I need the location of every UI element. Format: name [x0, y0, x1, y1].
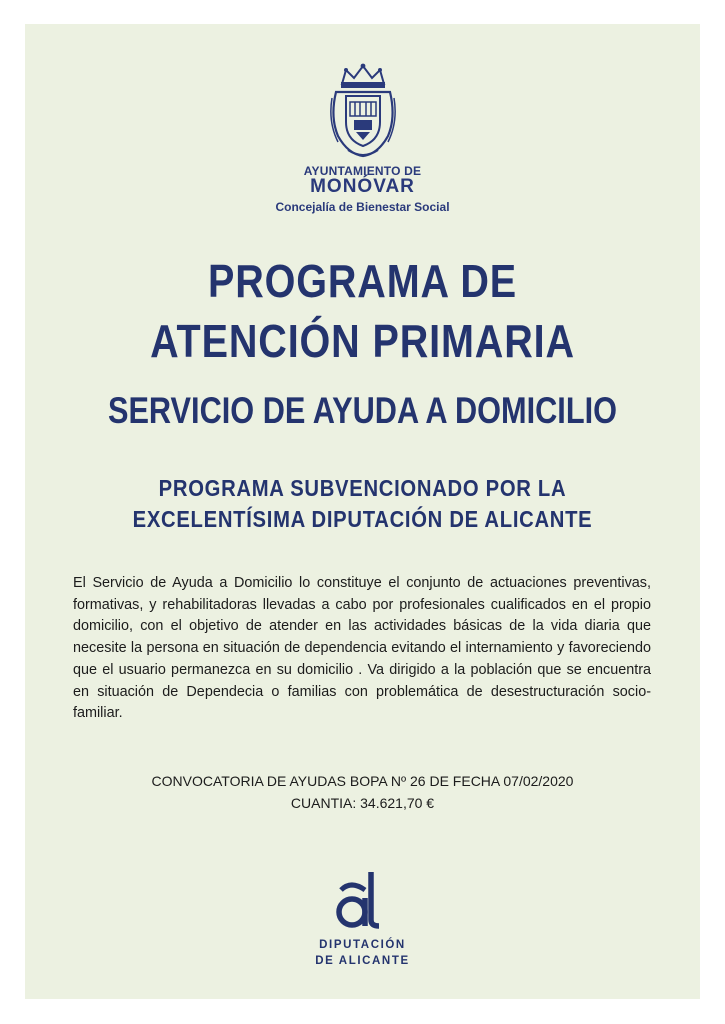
title-line-1: PROGRAMA DE [207, 255, 518, 307]
cuantia-line: CUANTIA: 34.621,70 € [290, 795, 435, 811]
ayuntamiento-label: AYUNTAMIENTO DE [303, 164, 422, 178]
diputacion-label-1: DIPUTACIÓN [319, 939, 406, 951]
subtitle-line-1: PROGRAMA SUBVENCIONADO POR LA [158, 475, 567, 501]
title-line-3: SERVICIO DE AYUDA A DOMICILIO [107, 390, 618, 431]
poster [25, 24, 700, 999]
department-name: Concejalía de Bienestar Social [275, 200, 450, 214]
diputacion-label-2: DE ALICANTE [315, 955, 410, 967]
title-line-2: ATENCIÓN PRIMARIA [150, 315, 575, 367]
diputacion-al-logo-icon [335, 868, 389, 930]
description-paragraph: El Servicio de Ayuda a Domicilio lo constituye el conjunto de actuaciones preventivas, formativas, y rehabilitadoras llevadas a cabo por profesionales cualificados en el propio domicilio, con el objetivo de atender en las actividades básicas de la vida diaria que necesite la persona en situación de dependencia evitando el internamiento y favoreciendo que el usuario permanezca en su domicilio . Va dirigido a la población que se encuentra en situación de Dependecia o familias con problemática de desestructuración socio-familiar. [73, 575, 651, 722]
town-name: MONÓVAR [310, 176, 415, 197]
monovar-coat-of-arms-icon [328, 62, 398, 160]
convocatoria-line: CONVOCATORIA DE AYUDAS BOPA Nº 26 DE FECHA 07/02/2020 [151, 773, 574, 789]
subtitle-line-2: EXCELENTÍSIMA DIPUTACIÓN DE ALICANTE [132, 506, 593, 532]
